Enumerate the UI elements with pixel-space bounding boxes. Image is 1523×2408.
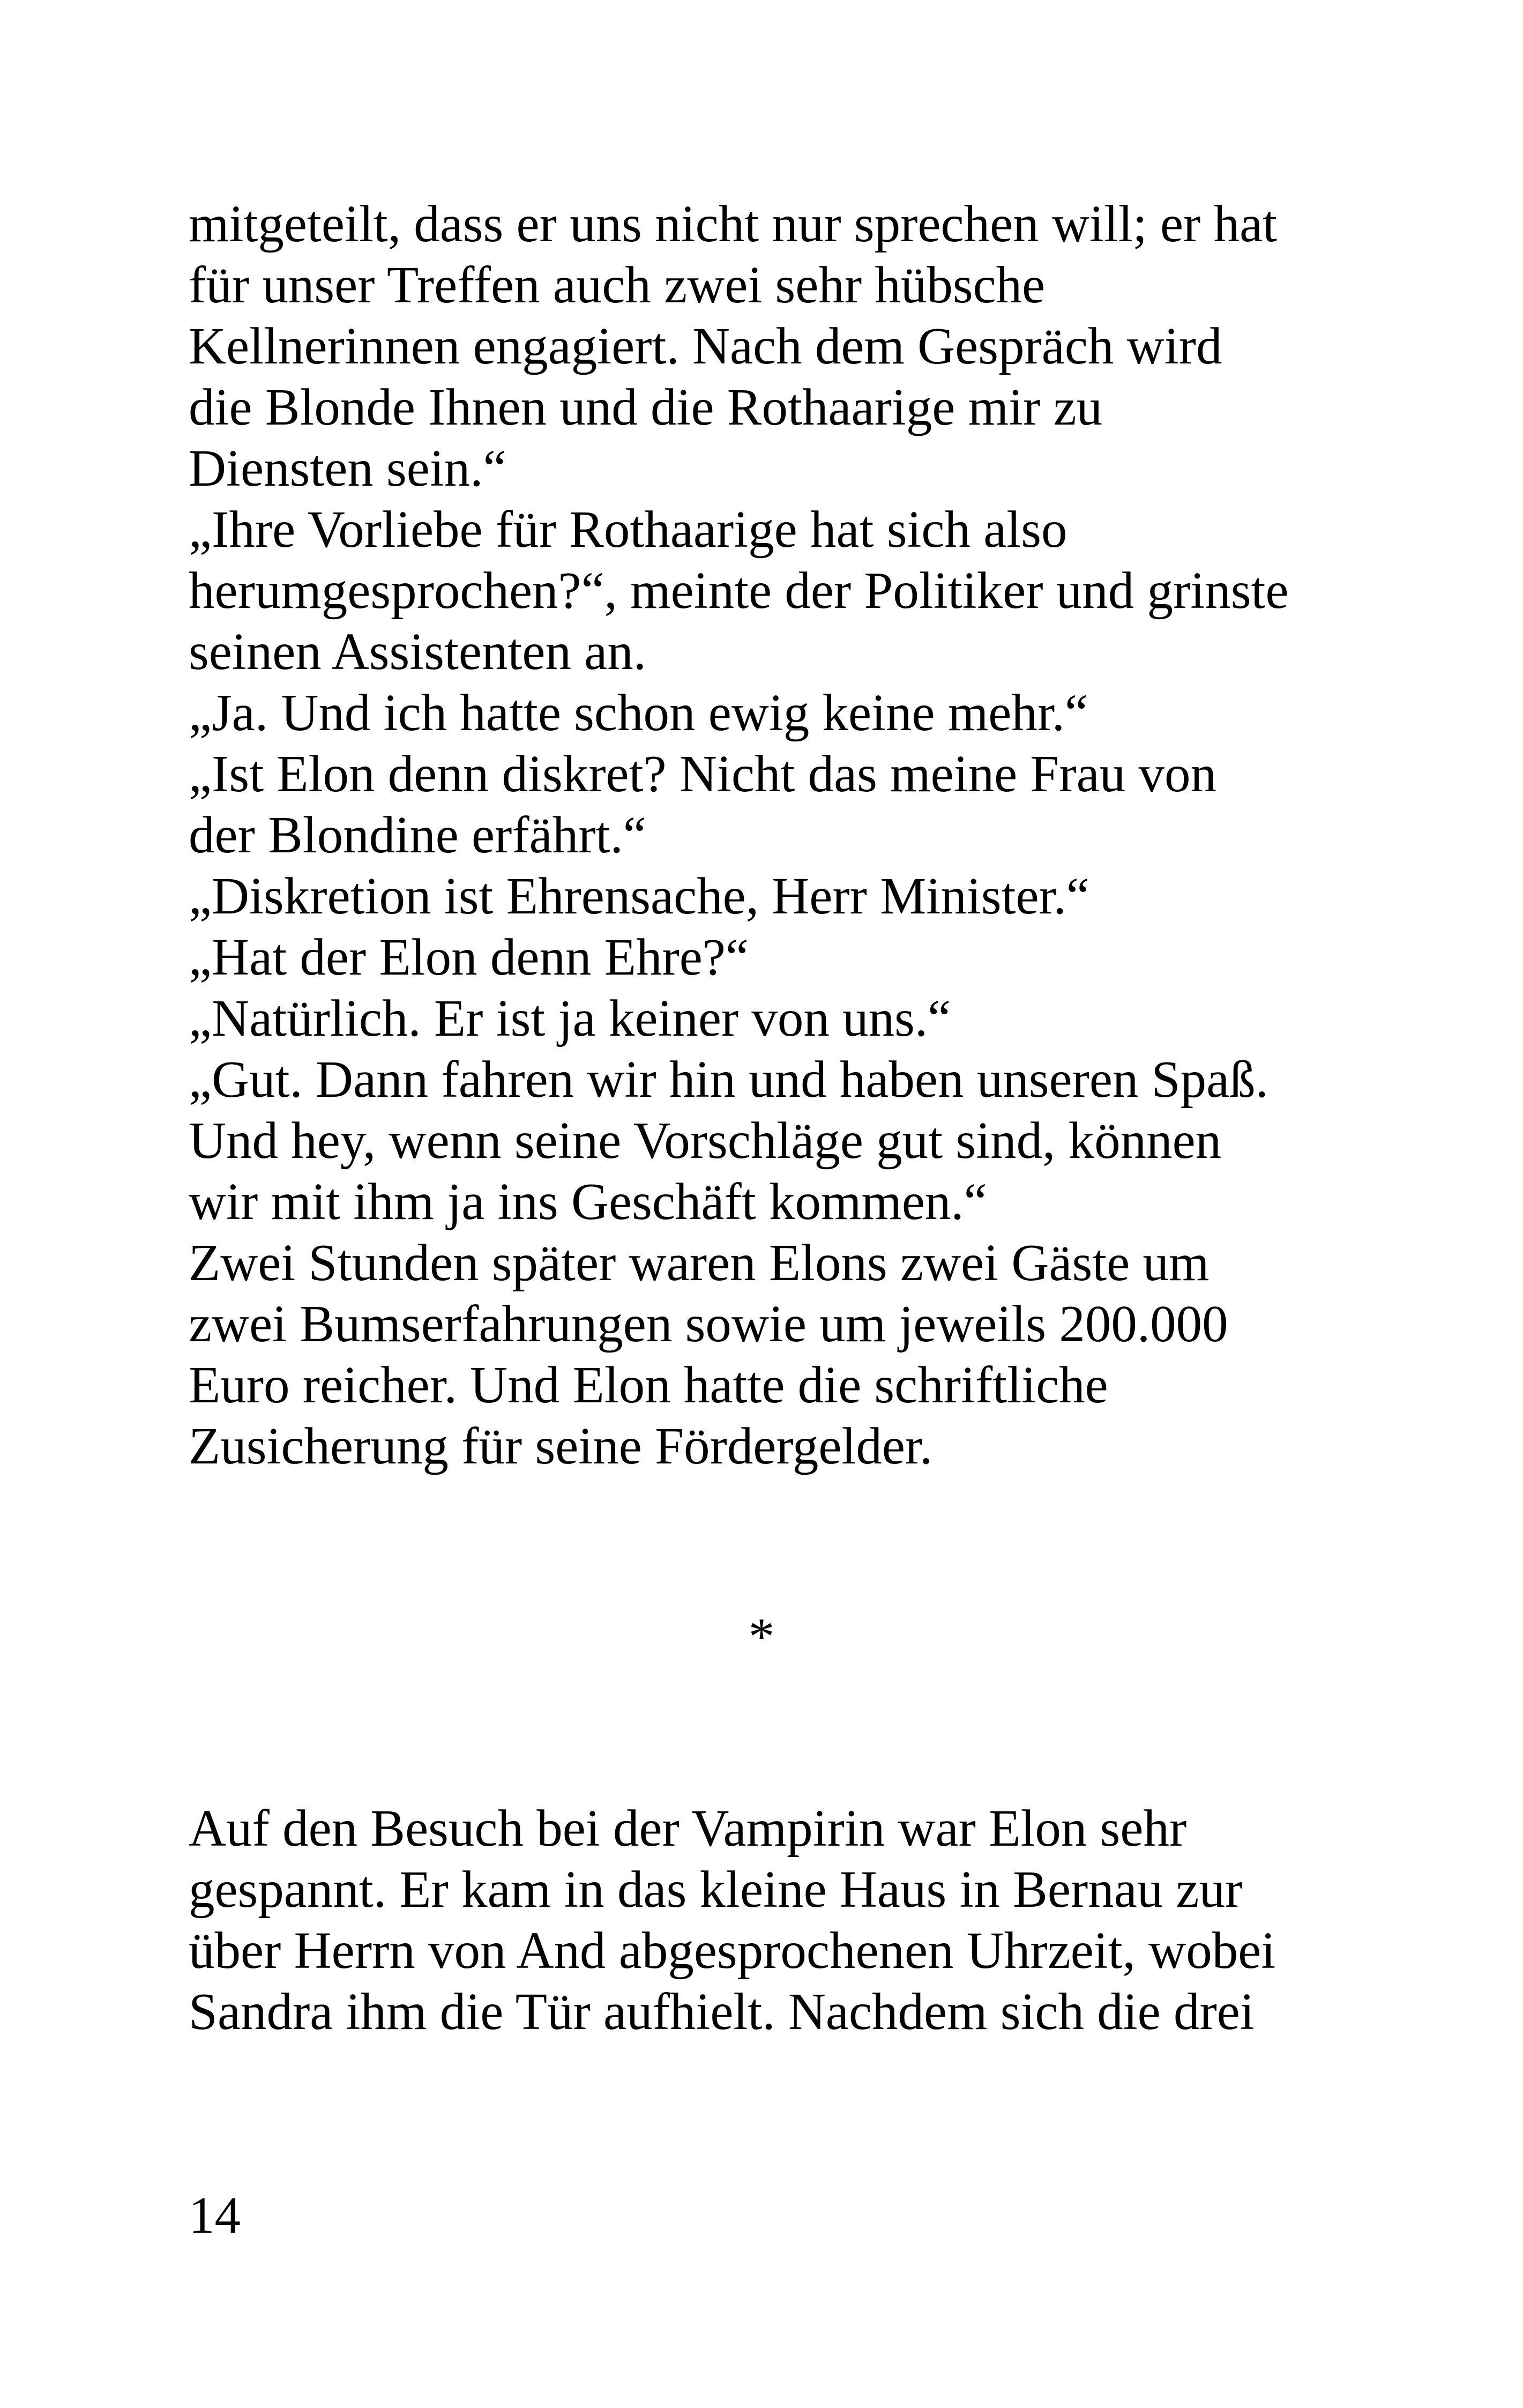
- text-line: Sandra ihm die Tür aufhielt. Nachdem sich die drei: [189, 1983, 1255, 2040]
- text-line: wir mit ihm ja ins Geschäft kommen.“: [189, 1173, 987, 1230]
- text-line: „Ja. Und ich hatte schon ewig keine mehr.“: [189, 684, 1088, 741]
- text-line: „Gut. Dann fahren wir hin und haben unseren Spaß.: [189, 1051, 1268, 1108]
- text-line: Auf den Besuch bei der Vampirin war Elon sehr: [189, 1800, 1187, 1857]
- text-line: die Blonde Ihnen und die Rothaarige mir zu: [189, 378, 1103, 436]
- text-line: über Herrn von And abgesprochenen Uhrzeit, wobei: [189, 1922, 1276, 1979]
- text-line: zwei Bumserfahrungen sowie um jeweils 200.000: [189, 1295, 1228, 1352]
- body-text-section-one: [189, 194, 1346, 1477]
- text-line: der Blondine erfährt.“: [189, 806, 646, 864]
- text-line: Euro reicher. Und Elon hatte die schriftliche: [189, 1356, 1108, 1414]
- text-line: herumgesprochen?“, meinte der Politiker und grinste: [189, 562, 1289, 619]
- text-line: für unser Treffen auch zwei sehr hübsche: [189, 256, 1046, 314]
- text-line: „Hat der Elon denn Ehre?“: [189, 928, 749, 986]
- text-line: „Natürlich. Er ist ja keiner von uns.“: [189, 990, 951, 1047]
- text-line: „Ist Elon denn diskret? Nicht das meine Frau von: [189, 745, 1216, 802]
- text-line: gespannt. Er kam in das kleine Haus in Bernau zur: [189, 1861, 1243, 1918]
- text-line: Diensten sein.“: [189, 440, 506, 497]
- text-line: Zusicherung für seine Fördergelder.: [189, 1417, 933, 1475]
- text-line: Zwei Stunden später waren Elons zwei Gäste um: [189, 1234, 1210, 1291]
- text-line: Kellnerinnen engagiert. Nach dem Gespräch wird: [189, 317, 1222, 375]
- page-number: 14: [189, 2187, 241, 2244]
- text-line: „Diskretion ist Ehrensache, Herr Minister.“: [189, 867, 1089, 925]
- text-line: Und hey, wenn seine Vorschläge gut sind, können: [189, 1112, 1222, 1169]
- body-text-section-two: [189, 1798, 1346, 2042]
- text-line: „Ihre Vorliebe für Rothaarige hat sich also: [189, 501, 1067, 558]
- text-line: seinen Assistenten an.: [189, 623, 647, 680]
- text-line: mitgeteilt, dass er uns nicht nur sprechen will; er hat: [189, 195, 1278, 252]
- section-break-asterisk: *: [748, 1608, 775, 1665]
